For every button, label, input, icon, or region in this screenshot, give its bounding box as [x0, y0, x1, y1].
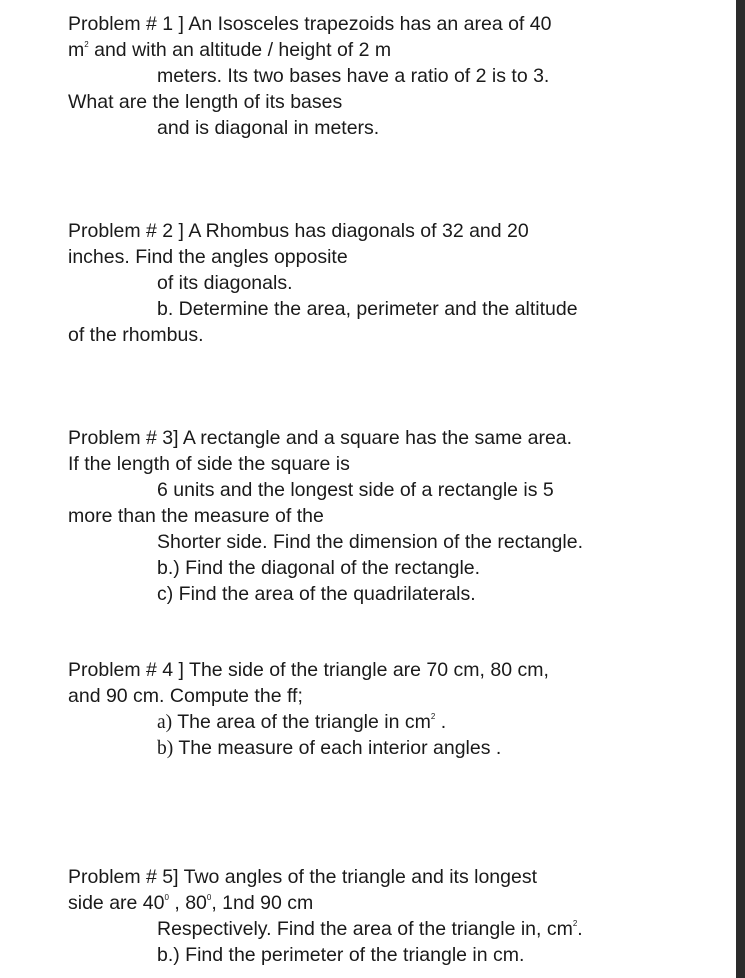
- problem-3-line-7: c) Find the area of the quadrilaterals.: [157, 583, 476, 605]
- problem-4-line-2: and 90 cm. Compute the ff;: [68, 685, 303, 707]
- page-edge: [736, 0, 745, 978]
- problem-3-line-2: If the length of side the square is: [68, 453, 350, 475]
- problem-1-line-3: meters. Its two bases have a ratio of 2 is to 3.: [157, 65, 550, 87]
- problem-5-line-1: Problem # 5] Two angles of the triangle and its longest: [68, 866, 538, 888]
- problem-3-line-1: Problem # 3] A rectangle and a square has the same area.: [68, 427, 573, 449]
- problem-1-line-4: What are the length of its bases: [68, 91, 343, 113]
- problem-2-line-4: b. Determine the area, perimeter and the altitude: [157, 298, 578, 320]
- problem-4-line-4: b) The measure of each interior angles .: [157, 737, 502, 759]
- problem-1-line-5: and is diagonal in meters.: [157, 117, 380, 139]
- problem-2-line-5: of the rhombus.: [68, 324, 204, 346]
- problem-2-line-1: Problem # 2 ] A Rhombus has diagonals of 32 and 20: [68, 220, 529, 242]
- problem-5-line-4: b.) Find the perimeter of the triangle in cm.: [157, 944, 525, 966]
- problem-2-line-3: of its diagonals.: [157, 272, 293, 294]
- problem-5-line-3: Respectively. Find the area of the triangle in, $cm^2$.: [157, 918, 583, 940]
- problem-4-line-3: a) The area of the triangle in $cm^2$ .: [157, 711, 447, 733]
- problem-5-line-2: side are $40^0$ , $80^0$, 1nd 90 cm: [68, 892, 314, 914]
- problem-2-line-2: inches. Find the angles opposite: [68, 246, 348, 268]
- problem-4-line-1: Problem # 4 ] The side of the triangle are 70 cm, 80 cm,: [68, 659, 549, 681]
- problem-3-line-4: more than the measure of the: [68, 505, 324, 527]
- problem-3-line-5: Shorter side. Find the dimension of the rectangle.: [157, 531, 583, 553]
- problem-3-line-3: 6 units and the longest side of a rectangle is 5: [157, 479, 554, 501]
- problem-1-line-1: Problem # 1 ] An Isosceles trapezoids has an area of 40: [68, 13, 552, 35]
- problem-3-line-6: b.) Find the diagonal of the rectangle.: [157, 557, 481, 579]
- problem-1-line-2: $m^2$ and with an altitude / height of 2 m: [68, 39, 392, 61]
